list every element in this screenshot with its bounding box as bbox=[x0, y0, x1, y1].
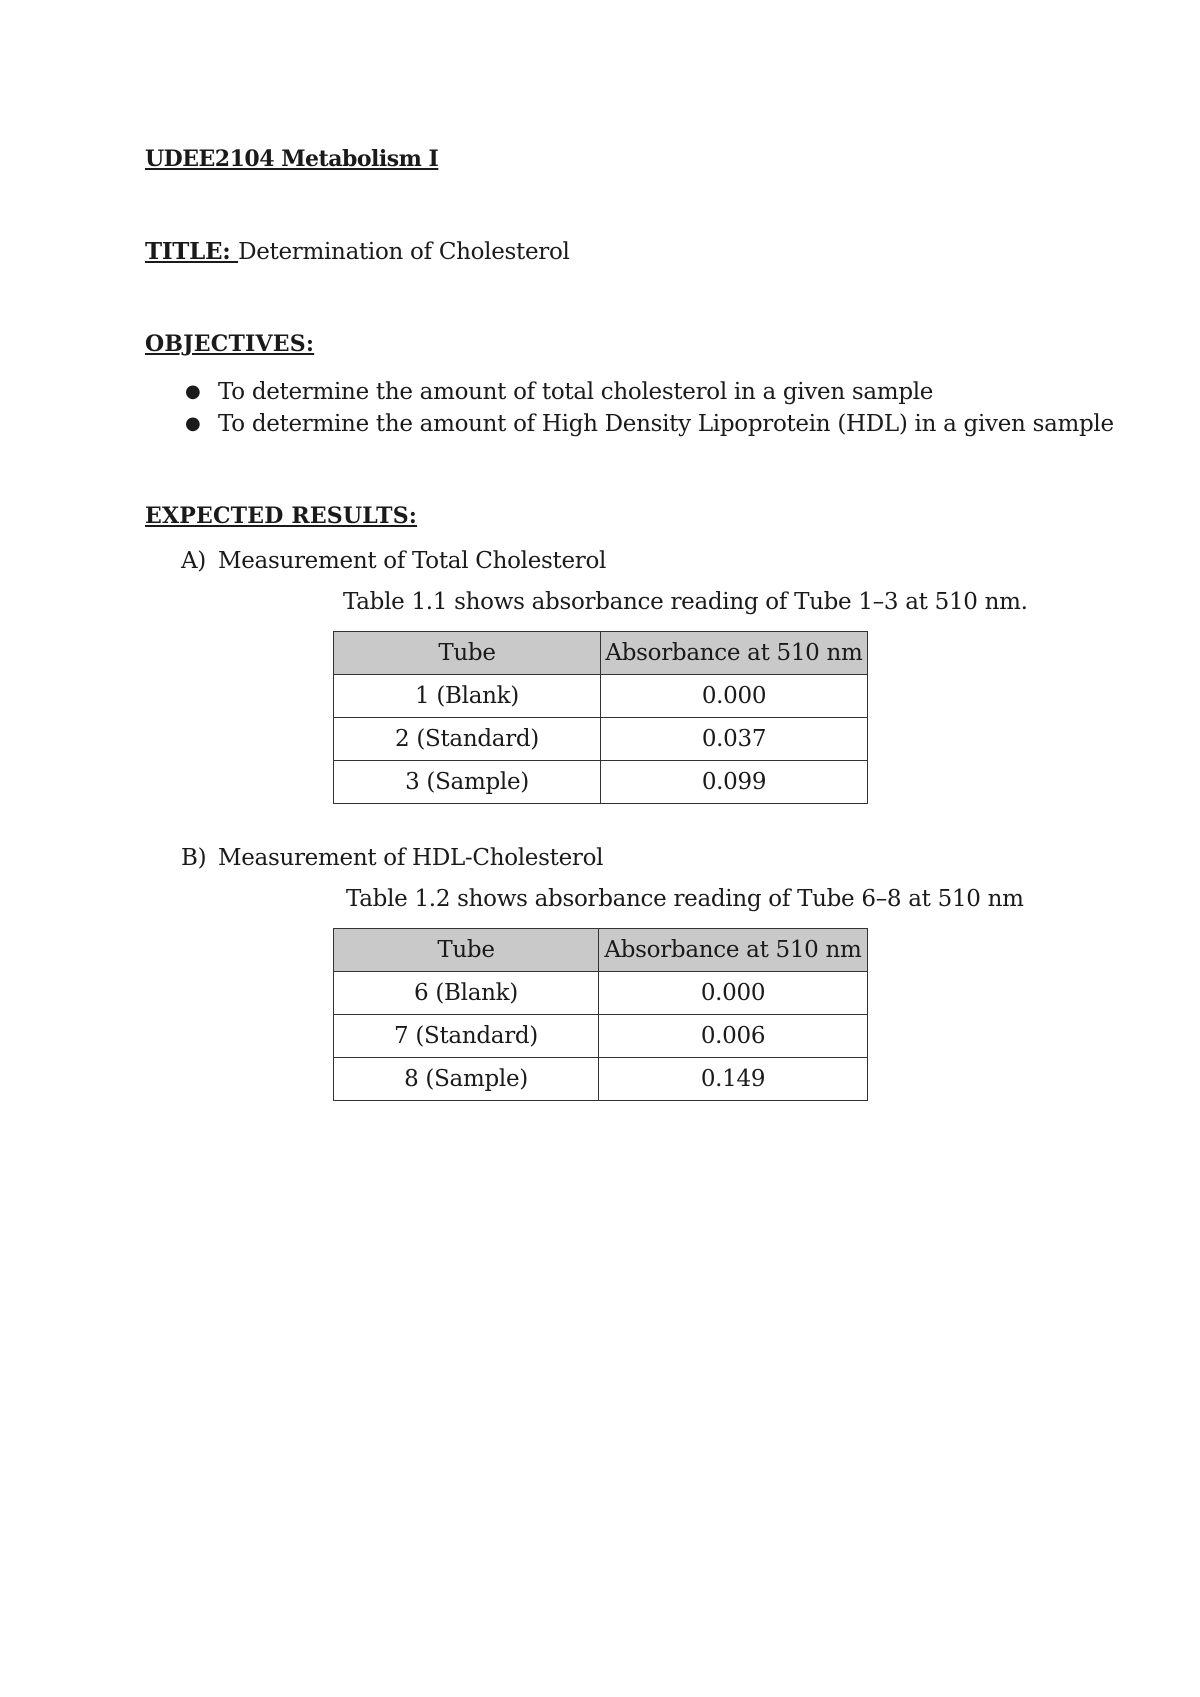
absorbance-cell: 0.149 bbox=[599, 1058, 868, 1101]
table-1-2-caption: Table 1.2 shows absorbance reading of Tube 6–8 at 510 nm bbox=[346, 886, 1024, 912]
table-row bbox=[334, 1058, 868, 1101]
tube-cell: 1 (Blank) bbox=[334, 675, 601, 718]
absorbance-cell: 0.037 bbox=[601, 718, 868, 761]
section-a-label bbox=[181, 548, 606, 574]
objectives-heading: OBJECTIVES: bbox=[145, 331, 315, 357]
tube-cell: 8 (Sample) bbox=[334, 1058, 599, 1101]
section-letter: B) bbox=[181, 845, 207, 871]
table-row bbox=[334, 675, 868, 718]
title-text: Determination of Cholesterol bbox=[238, 239, 570, 265]
tube-cell: 7 (Standard) bbox=[334, 1015, 599, 1058]
list-item bbox=[0, 376, 1114, 408]
column-header-tube: Tube bbox=[334, 929, 599, 972]
table-row bbox=[334, 1015, 868, 1058]
section-letter: A) bbox=[181, 548, 206, 574]
absorbance-cell: 0.000 bbox=[599, 972, 868, 1015]
table-header-row bbox=[334, 929, 868, 972]
expected-results-heading: EXPECTED RESULTS: bbox=[145, 503, 418, 529]
objective-text: To determine the amount of High Density Lipoprotein (HDL) in a given sample bbox=[218, 411, 1114, 437]
column-header-absorbance: Absorbance at 510 nm bbox=[601, 632, 868, 675]
tube-cell: 3 (Sample) bbox=[334, 761, 601, 804]
table-row bbox=[334, 972, 868, 1015]
bullet-icon: ● bbox=[185, 381, 201, 402]
table-row bbox=[334, 761, 868, 804]
table-1-1 bbox=[333, 631, 868, 804]
section-b-label bbox=[181, 845, 603, 871]
section-label-text: Measurement of HDL-Cholesterol bbox=[218, 845, 604, 871]
tube-cell: 6 (Blank) bbox=[334, 972, 599, 1015]
objective-text: To determine the amount of total cholesterol in a given sample bbox=[218, 379, 934, 405]
section-label-text: Measurement of Total Cholesterol bbox=[218, 548, 607, 574]
table-1-1-caption: Table 1.1 shows absorbance reading of Tube 1–3 at 510 nm. bbox=[343, 589, 1028, 615]
absorbance-cell: 0.000 bbox=[601, 675, 868, 718]
table-1-2 bbox=[333, 928, 868, 1101]
table-header-row bbox=[334, 632, 868, 675]
absorbance-cell: 0.099 bbox=[601, 761, 868, 804]
objectives-list bbox=[0, 376, 1114, 440]
course-heading: UDEE2104 Metabolism I bbox=[145, 146, 439, 172]
bullet-icon: ● bbox=[185, 413, 201, 434]
title-line bbox=[145, 238, 570, 265]
absorbance-cell: 0.006 bbox=[599, 1015, 868, 1058]
title-label: TITLE: bbox=[145, 238, 239, 265]
column-header-tube: Tube bbox=[334, 632, 601, 675]
table-row bbox=[334, 718, 868, 761]
column-header-absorbance: Absorbance at 510 nm bbox=[599, 929, 868, 972]
tube-cell: 2 (Standard) bbox=[334, 718, 601, 761]
list-item bbox=[0, 408, 1114, 440]
